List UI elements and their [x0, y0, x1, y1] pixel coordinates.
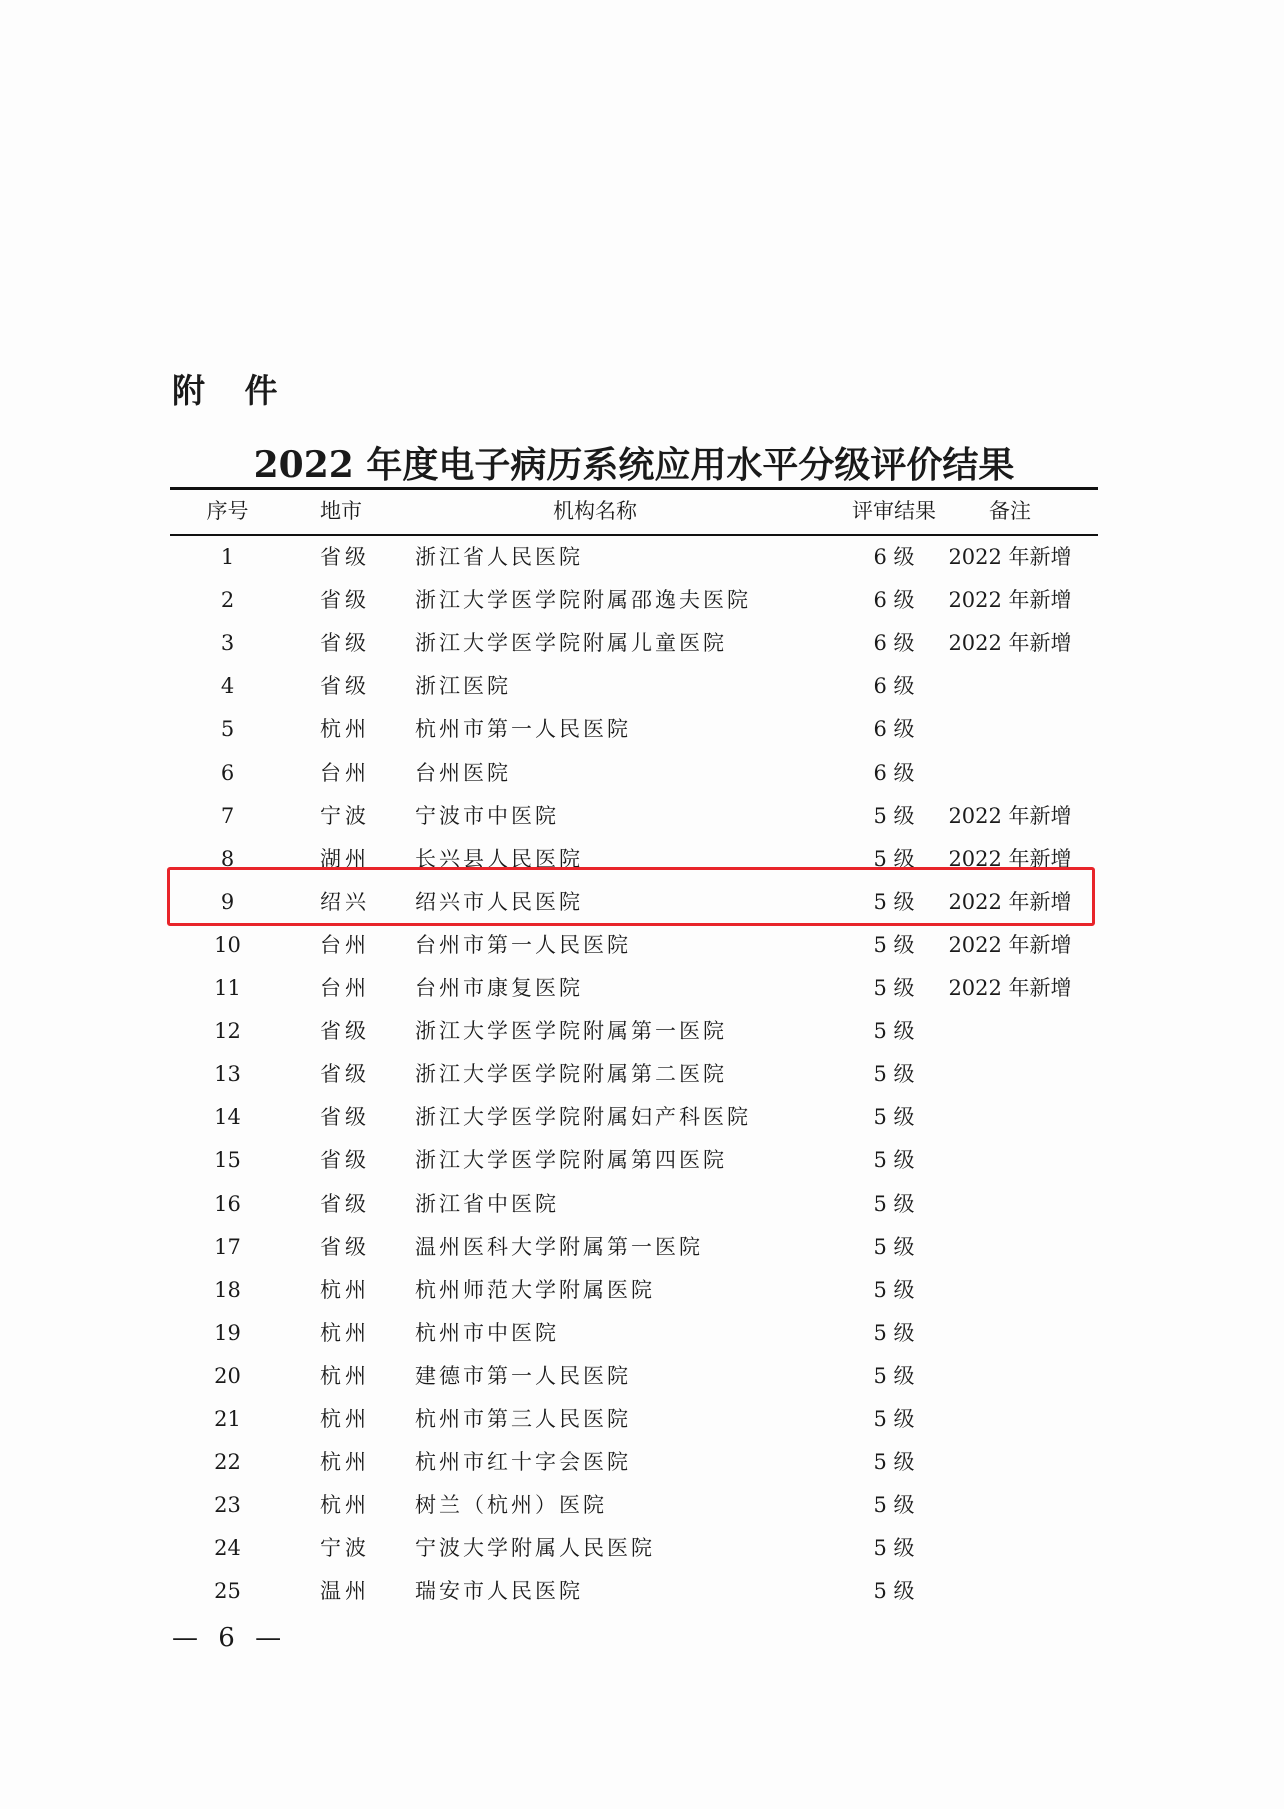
cell-level: 5 级 — [873, 889, 915, 914]
cell-name: 杭州市红十字会医院 — [415, 1450, 631, 1475]
cell-name: 台州市康复医院 — [415, 976, 583, 1000]
header-level: 评审结果 — [852, 499, 936, 523]
cell-city: 省级 — [320, 588, 370, 613]
cell-no: 15 — [214, 1148, 241, 1173]
cell-no: 6 — [220, 760, 235, 785]
cell-level: 5 级 — [873, 1579, 915, 1604]
cell-city: 省级 — [320, 1019, 370, 1044]
cell-city: 省级 — [320, 1148, 370, 1173]
cell-note: 2022 年新增 — [948, 846, 1072, 871]
cell-level: 5 级 — [873, 1407, 915, 1431]
cell-note — [915, 1527, 1105, 1570]
cell-city: 杭州 — [320, 1407, 370, 1431]
cell-no: 9 — [220, 889, 235, 914]
cell-level: 5 级 — [873, 1062, 915, 1087]
cell-city: 杭州 — [320, 1320, 370, 1345]
cell-name: 杭州市中医院 — [415, 1320, 559, 1345]
cell-no: 19 — [214, 1320, 241, 1345]
cell-no: 20 — [214, 1363, 241, 1388]
cell-no: 5 — [220, 717, 235, 742]
table-row — [170, 622, 1098, 665]
cell-city: 省级 — [320, 674, 370, 699]
cell-note — [915, 1139, 1105, 1182]
cell-no: 13 — [214, 1062, 241, 1087]
cell-city: 台州 — [320, 932, 370, 957]
cell-no: 24 — [214, 1536, 241, 1561]
cell-level: 5 级 — [873, 1320, 915, 1345]
cell-city: 省级 — [320, 1234, 370, 1259]
cell-city: 杭州 — [320, 1493, 370, 1518]
cell-name: 建德市第一人民医院 — [415, 1363, 631, 1388]
cell-note: 2022 年新增 — [948, 803, 1072, 828]
cell-city: 湖州 — [320, 846, 370, 871]
table-row — [170, 1269, 1098, 1312]
table-row — [170, 1570, 1098, 1613]
cell-note: 2022 年新增 — [948, 976, 1072, 1000]
cell-note — [915, 1484, 1105, 1527]
cell-no: 23 — [214, 1493, 241, 1518]
cell-note — [915, 1570, 1105, 1613]
cell-no: 11 — [214, 976, 241, 1000]
cell-note — [915, 1010, 1105, 1053]
cell-name: 杭州市第一人民医院 — [415, 717, 631, 742]
cell-note: 2022 年新增 — [948, 889, 1072, 914]
table-row — [170, 1527, 1098, 1570]
cell-note — [915, 1053, 1105, 1096]
cell-no: 1 — [220, 545, 235, 569]
header-no: 序号 — [206, 499, 249, 523]
cell-name: 浙江大学医学院附属第一医院 — [415, 1019, 727, 1044]
cell-city: 温州 — [320, 1579, 370, 1604]
cell-city: 宁波 — [320, 1536, 370, 1561]
cell-level: 6 级 — [873, 631, 915, 656]
cell-level: 5 级 — [873, 1450, 915, 1475]
header-name: 机构名称 — [553, 499, 637, 523]
cell-no: 2 — [220, 588, 235, 613]
cell-city: 省级 — [320, 631, 370, 656]
table-row — [170, 1139, 1098, 1182]
cell-name: 浙江大学医学院附属儿童医院 — [415, 631, 727, 656]
cell-city: 省级 — [320, 1062, 370, 1087]
cell-level: 5 级 — [873, 1536, 915, 1561]
table-row — [170, 967, 1098, 1010]
table-row — [170, 752, 1098, 795]
cell-level: 5 级 — [873, 1363, 915, 1388]
cell-level: 6 级 — [873, 588, 915, 613]
cell-city: 宁波 — [320, 803, 370, 828]
cell-no: 25 — [214, 1579, 241, 1604]
header-note: 备注 — [989, 499, 1031, 523]
cell-name: 宁波市中医院 — [415, 803, 559, 828]
cell-city: 省级 — [320, 1105, 370, 1130]
cell-no: 3 — [220, 631, 235, 656]
cell-no: 4 — [220, 674, 235, 699]
cell-city: 省级 — [320, 1191, 370, 1216]
table-row — [170, 795, 1098, 838]
table-row — [170, 1096, 1098, 1139]
cell-level: 5 级 — [873, 1191, 915, 1216]
table-row — [170, 1053, 1098, 1096]
cell-note — [915, 1355, 1105, 1398]
cell-name: 浙江大学医学院附属邵逸夫医院 — [415, 588, 751, 613]
cell-level: 5 级 — [873, 976, 915, 1000]
cell-no: 18 — [214, 1277, 241, 1302]
cell-city: 杭州 — [320, 1277, 370, 1302]
cell-note — [915, 708, 1105, 751]
page-number: — 6 — — [172, 1623, 288, 1653]
table-row — [170, 1441, 1098, 1484]
page-title: 2022 年度电子病历系统应用水平分级评价结果 — [253, 444, 1015, 486]
cell-level: 5 级 — [873, 1234, 915, 1259]
table-row — [170, 1312, 1098, 1355]
cell-name: 杭州师范大学附属医院 — [415, 1277, 655, 1302]
cell-note — [915, 1226, 1105, 1269]
header-city: 地市 — [320, 499, 362, 523]
cell-note: 2022 年新增 — [948, 932, 1072, 957]
table-row — [170, 665, 1098, 708]
table-row — [170, 924, 1098, 967]
cell-level: 5 级 — [873, 1493, 915, 1518]
cell-level: 6 级 — [873, 674, 915, 699]
cell-city: 台州 — [320, 760, 370, 785]
cell-note: 2022 年新增 — [948, 588, 1072, 613]
cell-name: 台州医院 — [415, 760, 511, 785]
cell-name: 树兰（杭州）医院 — [415, 1493, 607, 1518]
cell-no: 21 — [214, 1407, 241, 1431]
cell-level: 5 级 — [873, 803, 915, 828]
cell-name: 浙江省中医院 — [415, 1191, 559, 1216]
cell-level: 5 级 — [873, 1105, 915, 1130]
table-row — [170, 536, 1098, 579]
table-row — [170, 1355, 1098, 1398]
cell-name: 温州医科大学附属第一医院 — [415, 1234, 703, 1259]
cell-no: 7 — [220, 803, 235, 828]
cell-city: 台州 — [320, 976, 370, 1000]
cell-note — [915, 1441, 1105, 1484]
cell-no: 16 — [214, 1191, 241, 1216]
cell-note: 2022 年新增 — [948, 631, 1072, 656]
cell-city: 绍兴 — [320, 889, 370, 914]
table-row — [170, 708, 1098, 751]
cell-name: 浙江大学医学院附属第四医院 — [415, 1148, 727, 1173]
cell-note — [915, 1312, 1105, 1355]
table-row — [170, 1183, 1098, 1226]
cell-level: 5 级 — [873, 1148, 915, 1173]
cell-city: 杭州 — [320, 717, 370, 742]
cell-level: 6 级 — [873, 545, 915, 569]
attachment-label: 附 件 — [172, 371, 292, 410]
cell-name: 绍兴市人民医院 — [415, 889, 583, 914]
cell-note — [915, 665, 1105, 708]
cell-city: 杭州 — [320, 1450, 370, 1475]
cell-no: 22 — [214, 1450, 241, 1475]
cell-name: 宁波大学附属人民医院 — [415, 1536, 655, 1561]
table-row — [170, 1010, 1098, 1053]
cell-note — [915, 1183, 1105, 1226]
cell-city: 省级 — [320, 545, 370, 569]
table-row — [170, 1398, 1098, 1441]
table-row — [170, 579, 1098, 622]
cell-name: 浙江大学医学院附属第二医院 — [415, 1062, 727, 1087]
cell-name: 台州市第一人民医院 — [415, 932, 631, 957]
table-top-rule — [170, 487, 1098, 490]
cell-level: 5 级 — [873, 932, 915, 957]
cell-name: 浙江医院 — [415, 674, 511, 699]
cell-name: 浙江省人民医院 — [415, 545, 583, 569]
cell-name: 浙江大学医学院附属妇产科医院 — [415, 1105, 751, 1130]
cell-level: 5 级 — [873, 1019, 915, 1044]
cell-no: 17 — [214, 1234, 241, 1259]
cell-note — [915, 1096, 1105, 1139]
cell-level: 5 级 — [873, 1277, 915, 1302]
cell-no: 14 — [214, 1105, 241, 1130]
cell-note: 2022 年新增 — [948, 545, 1072, 569]
cell-no: 12 — [214, 1019, 241, 1044]
cell-no: 8 — [220, 846, 235, 871]
cell-city: 杭州 — [320, 1363, 370, 1388]
cell-no: 10 — [214, 932, 241, 957]
cell-note — [915, 1269, 1105, 1312]
cell-name: 杭州市第三人民医院 — [415, 1407, 631, 1431]
cell-level: 6 级 — [873, 717, 915, 742]
table-row — [170, 1226, 1098, 1269]
cell-note — [915, 1398, 1105, 1441]
cell-name: 瑞安市人民医院 — [415, 1579, 583, 1604]
cell-note — [915, 752, 1105, 795]
table-row — [170, 1484, 1098, 1527]
cell-level: 6 级 — [873, 760, 915, 785]
cell-level: 5 级 — [873, 846, 915, 871]
highlight-box — [167, 867, 1095, 926]
cell-name: 长兴县人民医院 — [415, 846, 583, 871]
